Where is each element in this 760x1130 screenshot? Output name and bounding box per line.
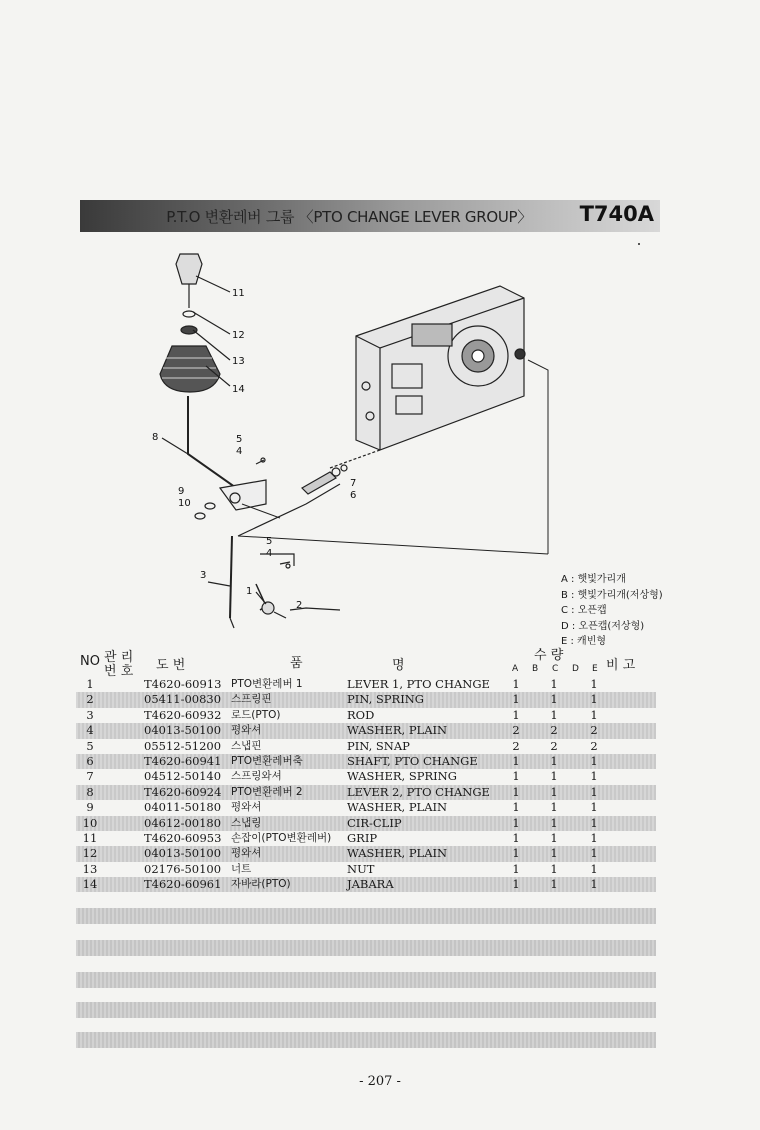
row-no: 5 bbox=[86, 738, 94, 753]
row-qty-e: 1 bbox=[590, 815, 598, 830]
row-name-en: ROD bbox=[347, 707, 375, 722]
callout-5: 5 bbox=[236, 434, 243, 445]
callout-13: 13 bbox=[232, 356, 245, 367]
row-name-kr: 스프링와셔 bbox=[231, 770, 282, 783]
row-qty-e: 1 bbox=[590, 846, 598, 861]
table-row bbox=[76, 816, 656, 831]
row-qty-a: 2 bbox=[512, 738, 520, 753]
row-name-en: JABARA bbox=[347, 877, 394, 892]
header-mgmt-2: 번 호 bbox=[104, 664, 134, 679]
row-no: 6 bbox=[86, 753, 94, 768]
header-col-b: B bbox=[532, 664, 539, 674]
boot-part bbox=[160, 346, 220, 392]
row-name-en: WASHER, SPRING bbox=[347, 769, 457, 784]
row-code: 04612-00180 bbox=[144, 815, 222, 830]
row-name-en: PIN, SPRING bbox=[347, 692, 424, 707]
row-name-kr: PTO변환레버 1 bbox=[231, 678, 303, 690]
row-name-kr: 자바라(PTO) bbox=[231, 878, 291, 891]
empty-row-band bbox=[76, 940, 656, 956]
row-qty-c: 1 bbox=[550, 846, 558, 861]
row-qty-a: 1 bbox=[512, 830, 520, 845]
header-col-a: A bbox=[512, 664, 519, 674]
callout-4b: 4 bbox=[266, 548, 273, 559]
table-row bbox=[76, 723, 656, 738]
row-name-en: SHAFT, PTO CHANGE bbox=[347, 753, 478, 768]
row-name-kr: 손잡이(PTO변환레버) bbox=[231, 831, 332, 844]
callout-6: 6 bbox=[350, 490, 357, 501]
row-code: 04013-50100 bbox=[144, 846, 222, 861]
parts-table bbox=[76, 677, 656, 892]
row-code: 05512-51200 bbox=[144, 738, 222, 753]
row-name-kr: 평와셔 bbox=[231, 724, 262, 737]
page-title: P.T.O 변환레버 그룹 〈PTO CHANGE LEVER GROUP〉 bbox=[166, 208, 532, 226]
row-name-kr: 평와셔 bbox=[231, 847, 262, 860]
row-no: 4 bbox=[86, 723, 94, 738]
table-row bbox=[76, 862, 656, 877]
row-name-en: WASHER, PLAIN bbox=[347, 800, 448, 815]
empty-row-band bbox=[76, 908, 656, 924]
row-code: T4620-60953 bbox=[144, 830, 222, 845]
callout-10: 10 bbox=[178, 498, 191, 509]
row-qty-a: 1 bbox=[512, 800, 520, 815]
row-qty-e: 1 bbox=[590, 753, 598, 768]
row-name-en: WASHER, PLAIN bbox=[347, 846, 448, 861]
row-no: 8 bbox=[86, 784, 94, 799]
header-no: NO bbox=[80, 654, 100, 669]
row-name-en: PIN, SNAP bbox=[347, 738, 410, 753]
callout-9: 9 bbox=[178, 486, 185, 497]
row-name-en: GRIP bbox=[347, 830, 378, 845]
header-remark: 비 고 bbox=[606, 658, 636, 673]
row-qty-a: 1 bbox=[512, 784, 520, 799]
row-qty-c: 1 bbox=[550, 861, 558, 876]
row-qty-a: 1 bbox=[512, 815, 520, 830]
legend-a: A : 햇빛가리개 bbox=[561, 574, 626, 585]
row-qty-e: 1 bbox=[590, 784, 598, 799]
row-no: 3 bbox=[86, 707, 94, 722]
header-mgmt-1: 관 리 bbox=[104, 650, 134, 665]
table-row bbox=[76, 769, 656, 784]
callout-4: 4 bbox=[236, 446, 243, 457]
row-name-en: CIR-CLIP bbox=[347, 815, 402, 830]
row-name-kr: 평와셔 bbox=[231, 801, 262, 814]
row-qty-e: 1 bbox=[590, 830, 598, 845]
callout-8: 8 bbox=[152, 432, 159, 443]
row-code: T4620-60913 bbox=[144, 677, 222, 691]
row-qty-c: 1 bbox=[550, 784, 558, 799]
row-no: 14 bbox=[82, 877, 98, 892]
row-qty-a: 1 bbox=[512, 677, 520, 691]
row-no: 13 bbox=[82, 861, 98, 876]
row-name-en: WASHER, PLAIN bbox=[347, 723, 448, 738]
row-qty-e: 1 bbox=[590, 692, 598, 707]
row-qty-e: 1 bbox=[590, 800, 598, 815]
callout-5b: 5 bbox=[266, 536, 273, 547]
table-row bbox=[76, 739, 656, 754]
table-row bbox=[76, 846, 656, 861]
row-qty-e: 1 bbox=[590, 861, 598, 876]
shaft-part bbox=[302, 472, 336, 494]
row-qty-c: 1 bbox=[550, 877, 558, 892]
row-code: 04011-50180 bbox=[144, 800, 222, 815]
row-qty-c: 1 bbox=[550, 815, 558, 830]
header-qty: 수 량 bbox=[534, 648, 564, 663]
table-row bbox=[76, 677, 656, 692]
row-qty-a: 1 bbox=[512, 769, 520, 784]
row-qty-c: 1 bbox=[550, 677, 558, 691]
empty-row-band bbox=[76, 972, 656, 988]
row-qty-e: 1 bbox=[590, 769, 598, 784]
row-code: T4620-60932 bbox=[144, 707, 222, 722]
row-qty-c: 2 bbox=[550, 738, 558, 753]
row-qty-a: 1 bbox=[512, 707, 520, 722]
legend-b: B : 햇빛가리개(저상형) bbox=[561, 589, 663, 601]
row-qty-c: 1 bbox=[550, 707, 558, 722]
row-no: 12 bbox=[82, 846, 98, 861]
row-qty-c: 1 bbox=[550, 800, 558, 815]
table-row bbox=[76, 692, 656, 707]
row-code: T4620-60941 bbox=[144, 753, 222, 768]
row-name-en: LEVER 2, PTO CHANGE bbox=[347, 784, 490, 799]
callout-11: 11 bbox=[232, 288, 245, 299]
row-name-en: LEVER 1, PTO CHANGE bbox=[347, 677, 490, 691]
rod-part bbox=[230, 536, 232, 618]
row-no: 9 bbox=[86, 800, 94, 815]
row-qty-c: 1 bbox=[550, 830, 558, 845]
row-code: 04013-50100 bbox=[144, 723, 222, 738]
model-label: T740A bbox=[579, 202, 654, 226]
header-code: 도 번 bbox=[156, 658, 186, 673]
row-qty-a: 1 bbox=[512, 877, 520, 892]
callout-1: 1 bbox=[246, 586, 253, 597]
row-no: 10 bbox=[82, 815, 98, 830]
row-qty-c: 1 bbox=[550, 769, 558, 784]
row-qty-e: 1 bbox=[590, 877, 598, 892]
row-qty-c: 2 bbox=[550, 723, 558, 738]
row-code: 02176-50100 bbox=[144, 861, 222, 876]
table-row bbox=[76, 831, 656, 846]
row-qty-a: 1 bbox=[512, 846, 520, 861]
row-code: 04512-50140 bbox=[144, 769, 222, 784]
row-qty-a: 2 bbox=[512, 723, 520, 738]
callout-14: 14 bbox=[232, 384, 245, 395]
row-code: T4620-60961 bbox=[144, 877, 222, 892]
table-row bbox=[76, 877, 656, 892]
row-qty-e: 2 bbox=[590, 738, 598, 753]
row-qty-c: 1 bbox=[550, 692, 558, 707]
row-no: 11 bbox=[82, 830, 98, 845]
row-name-kr: 스냅핀 bbox=[231, 739, 262, 752]
callout-3: 3 bbox=[200, 570, 207, 581]
header-col-e: E bbox=[592, 664, 598, 674]
transmission-housing bbox=[356, 286, 525, 450]
grip-part bbox=[176, 254, 202, 284]
row-no: 1 bbox=[86, 677, 94, 691]
header-name-1: 품 bbox=[290, 656, 303, 671]
row-name-kr: 스냅링 bbox=[231, 816, 262, 829]
callout-2: 2 bbox=[296, 600, 303, 611]
legend-c: C : 오픈캡 bbox=[561, 605, 607, 616]
row-no: 2 bbox=[86, 692, 94, 707]
row-qty-e: 2 bbox=[590, 723, 598, 738]
table-row bbox=[76, 754, 656, 769]
row-code: 05411-00830 bbox=[144, 692, 222, 707]
legend-d: D : 오픈캡(저상형) bbox=[561, 620, 645, 632]
callout-12: 12 bbox=[232, 330, 245, 341]
row-qty-e: 1 bbox=[590, 707, 598, 722]
page-number: - 207 - bbox=[359, 1074, 401, 1089]
legend-e: E : 캐빈형 bbox=[561, 636, 607, 647]
row-qty-a: 1 bbox=[512, 753, 520, 768]
table-row bbox=[76, 708, 656, 723]
row-no: 7 bbox=[86, 769, 94, 784]
row-name-kr: PTO변환레버축 bbox=[231, 754, 303, 767]
header-col-c: C bbox=[552, 664, 559, 674]
title-bar bbox=[80, 200, 660, 232]
row-qty-c: 1 bbox=[550, 753, 558, 768]
header-col-d: D bbox=[572, 664, 579, 674]
header-name-2: 명 bbox=[392, 658, 405, 673]
table-row bbox=[76, 785, 656, 800]
table-row bbox=[76, 800, 656, 815]
table-header bbox=[76, 646, 656, 679]
row-qty-a: 1 bbox=[512, 861, 520, 876]
empty-row-band bbox=[76, 1032, 656, 1048]
row-name-kr: PTO변환레버 2 bbox=[231, 785, 303, 798]
row-qty-e: 1 bbox=[590, 677, 598, 691]
row-name-kr: 너트 bbox=[231, 862, 252, 875]
row-code: T4620-60924 bbox=[144, 784, 222, 799]
row-name-en: NUT bbox=[347, 861, 375, 876]
row-name-kr: 로드(PTO) bbox=[231, 708, 281, 721]
row-name-kr: 스프링핀 bbox=[231, 693, 272, 706]
legend bbox=[561, 572, 663, 650]
callout-7: 7 bbox=[350, 478, 357, 489]
nut-part bbox=[181, 326, 197, 334]
row-qty-a: 1 bbox=[512, 692, 520, 707]
empty-row-band bbox=[76, 1002, 656, 1018]
